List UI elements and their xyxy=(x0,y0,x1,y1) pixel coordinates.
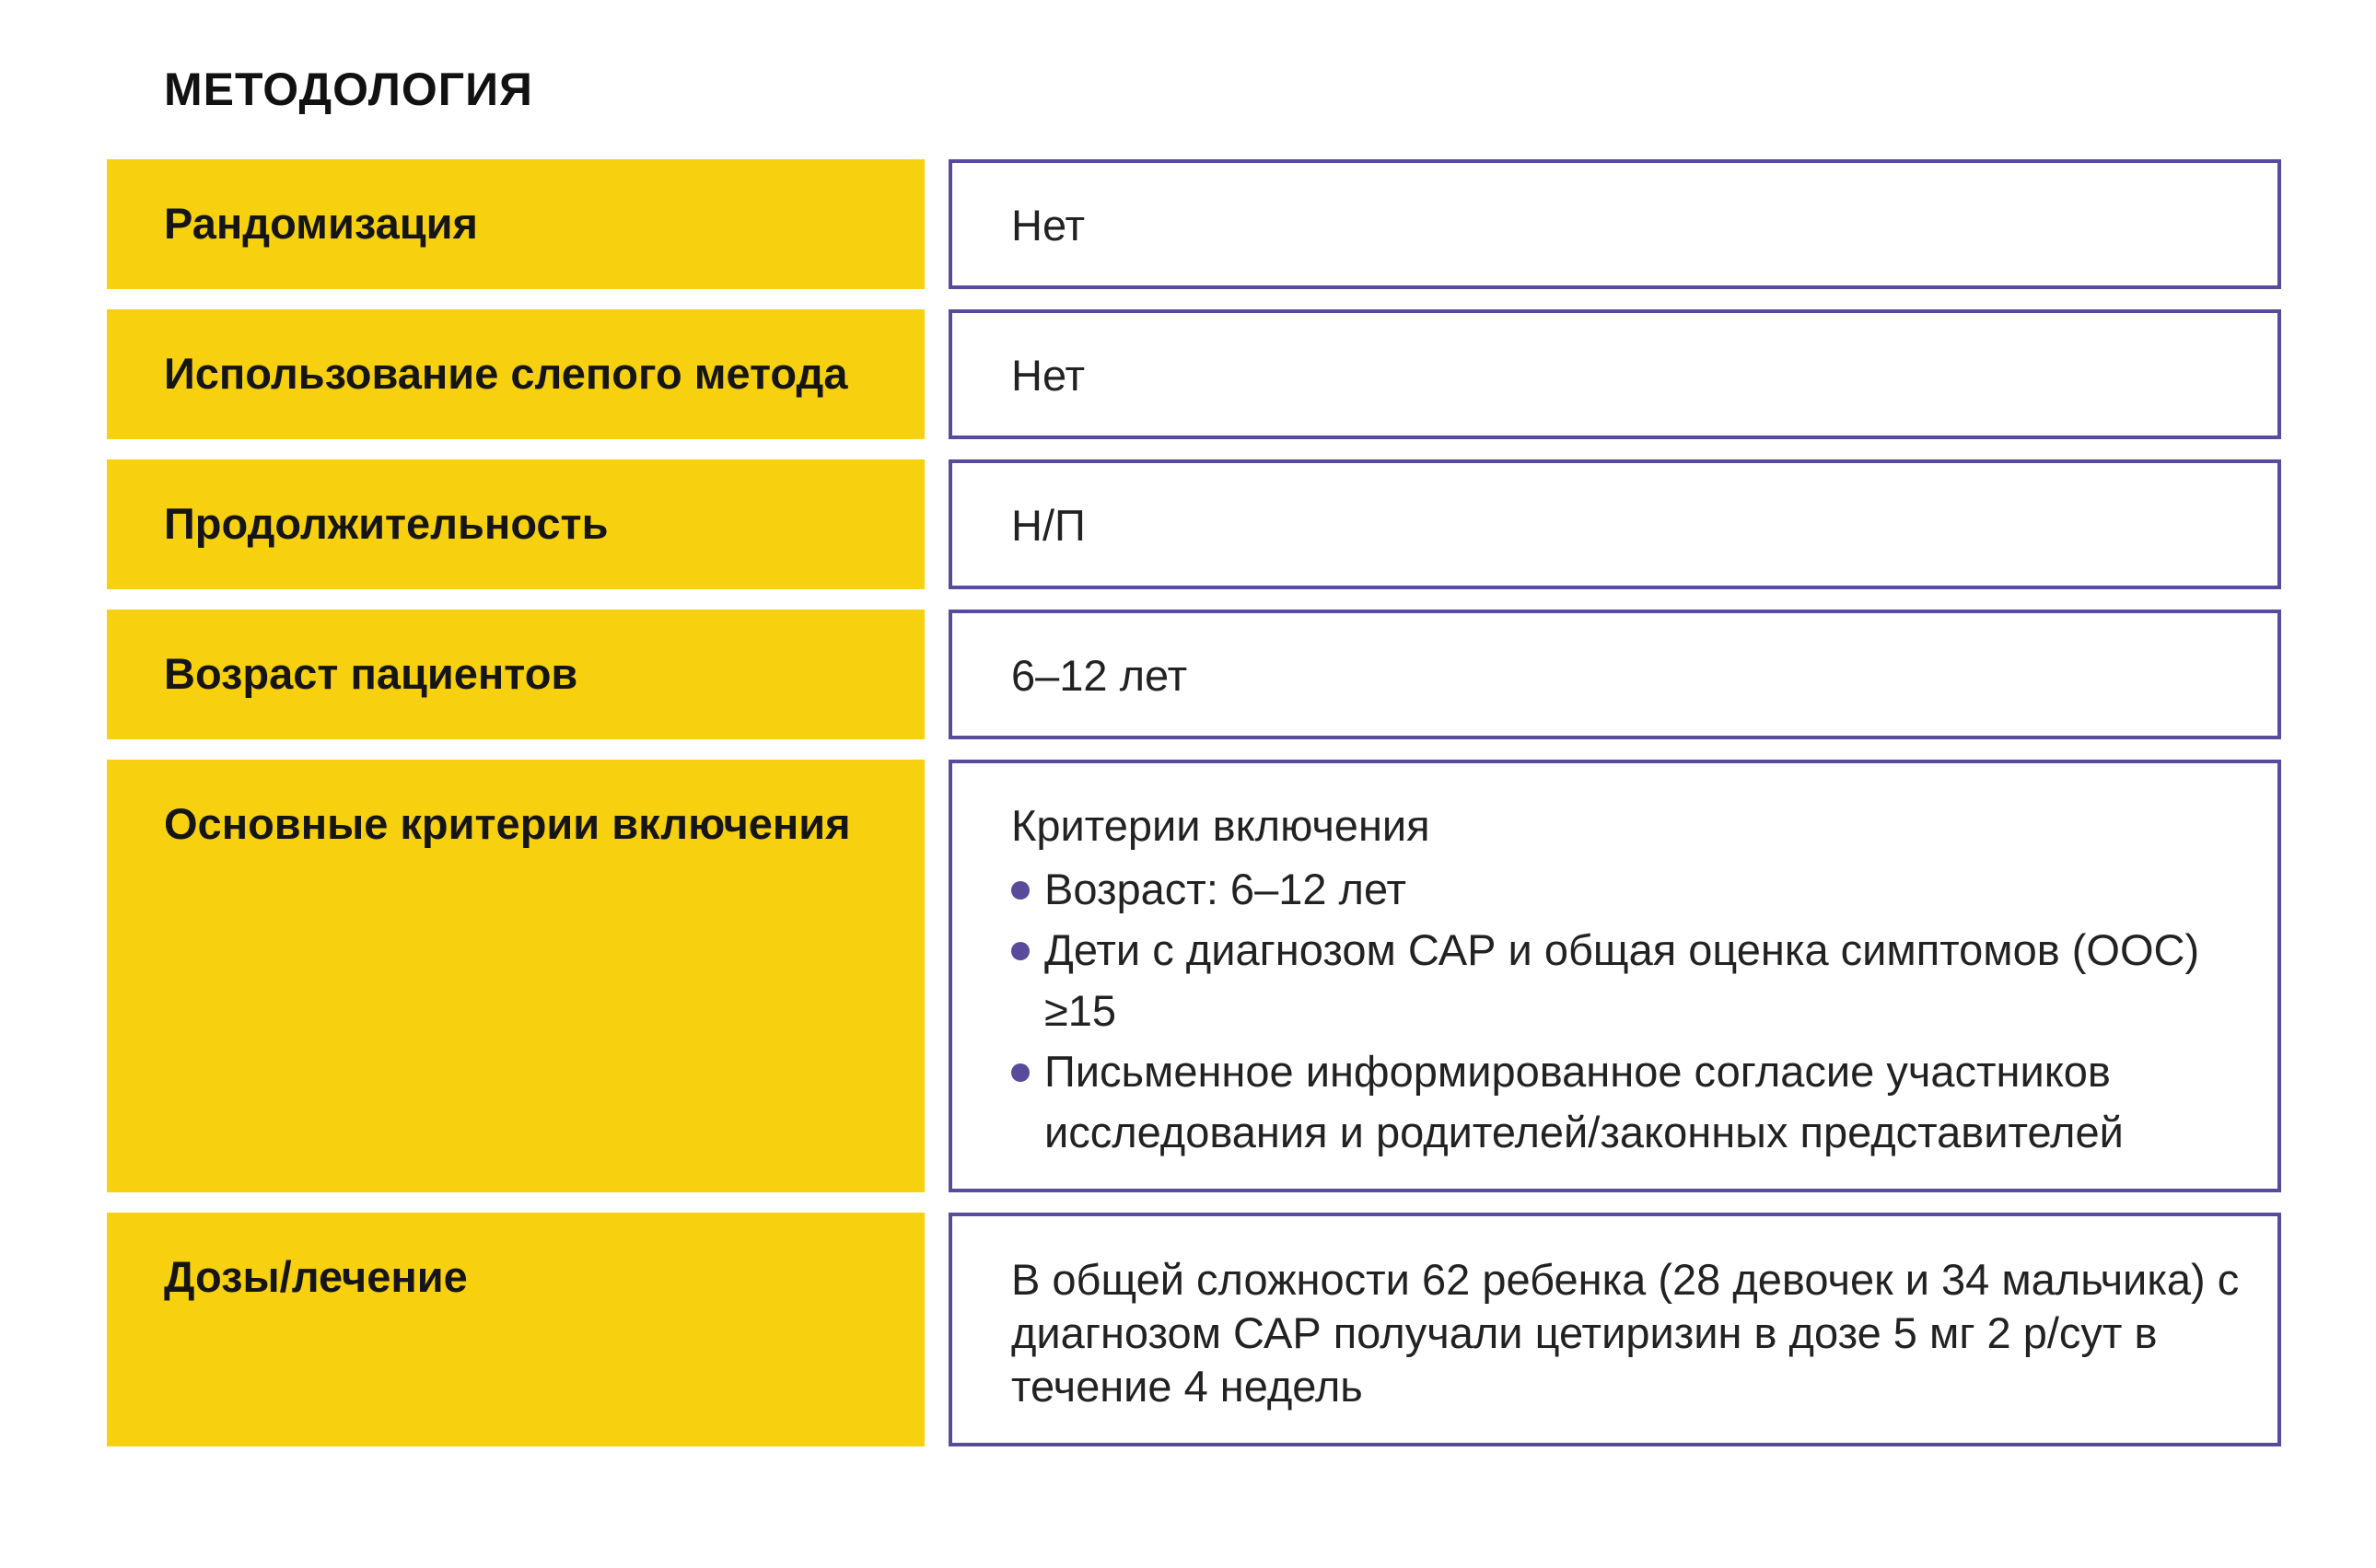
row-label: Дозы/лечение xyxy=(164,1252,468,1301)
row-label-cell xyxy=(107,459,925,589)
row-value: Нет xyxy=(1011,201,1086,250)
bullet-icon xyxy=(1011,881,1030,900)
row-value-cell xyxy=(949,760,2281,1192)
list-item-text: Возраст: 6–12 лет xyxy=(1044,865,1407,913)
row-value: Нет xyxy=(1011,351,1086,400)
list-item-text: Дети с диагнозом САР и общая оценка симптомов (ООС) ≥15 xyxy=(1044,925,2200,1035)
bullet-icon xyxy=(1011,1063,1030,1082)
page-title: МЕТОДОЛОГИЯ xyxy=(164,64,533,115)
list-item xyxy=(1011,859,2245,920)
row-label: Возраст пациентов xyxy=(164,649,578,698)
list-item xyxy=(1011,1041,2245,1163)
list-item xyxy=(1011,920,2245,1041)
row-label-cell xyxy=(107,159,925,289)
row-label-cell xyxy=(107,610,925,739)
row-value-cell xyxy=(949,459,2281,589)
methodology-row-dosage xyxy=(107,1213,2281,1446)
row-label-cell xyxy=(107,1213,925,1446)
list-item-text: Письменное информированное согласие участников исследования и родителей/законных представителей xyxy=(1044,1047,2124,1156)
methodology-row-randomization xyxy=(107,159,2281,289)
row-label-cell xyxy=(107,309,925,439)
row-value-cell xyxy=(949,610,2281,739)
methodology-row-duration xyxy=(107,459,2281,589)
dosage-text: В общей сложности 62 ребенка (28 девочек и 34 мальчика) с диагнозом САР получали цетиризин в дозе 5 мг 2 р/сут в течение 4 недель xyxy=(1011,1255,2240,1411)
methodology-row-patient-age xyxy=(107,610,2281,739)
row-label: Продолжительность xyxy=(164,499,609,548)
row-value-cell xyxy=(949,309,2281,439)
methodology-row-blinding xyxy=(107,309,2281,439)
row-value-cell xyxy=(949,159,2281,289)
methodology-row-inclusion-criteria xyxy=(107,760,2281,1192)
bullet-icon xyxy=(1011,942,1030,960)
row-label-cell xyxy=(107,760,925,1192)
criteria-heading: Критерии включения xyxy=(1011,801,1430,850)
row-label: Основные критерии включения xyxy=(164,799,851,848)
row-value-cell xyxy=(949,1213,2281,1446)
row-value: Н/П xyxy=(1011,501,1086,550)
row-value: 6–12 лет xyxy=(1011,651,1188,700)
criteria-list xyxy=(1011,859,2245,1163)
row-label: Использование слепого метода xyxy=(164,349,848,398)
row-label: Рандомизация xyxy=(164,199,478,248)
